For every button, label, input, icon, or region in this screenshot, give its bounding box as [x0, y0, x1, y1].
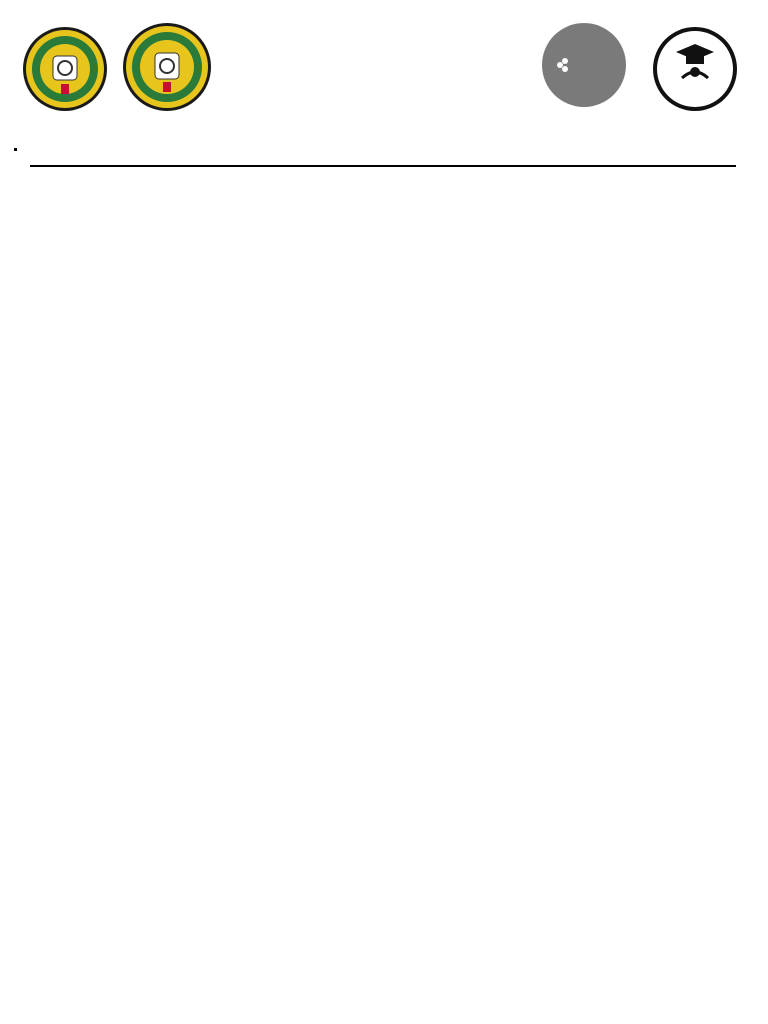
header-divider	[30, 165, 736, 167]
fk-usu-logo	[122, 22, 212, 112]
tft-retas-logo	[652, 26, 738, 112]
meta-judul	[93, 346, 183, 363]
meta-pemateri	[93, 372, 183, 389]
psdm-logo	[542, 23, 626, 107]
stray-dot	[14, 148, 17, 151]
usu-seal-logo	[22, 26, 108, 112]
